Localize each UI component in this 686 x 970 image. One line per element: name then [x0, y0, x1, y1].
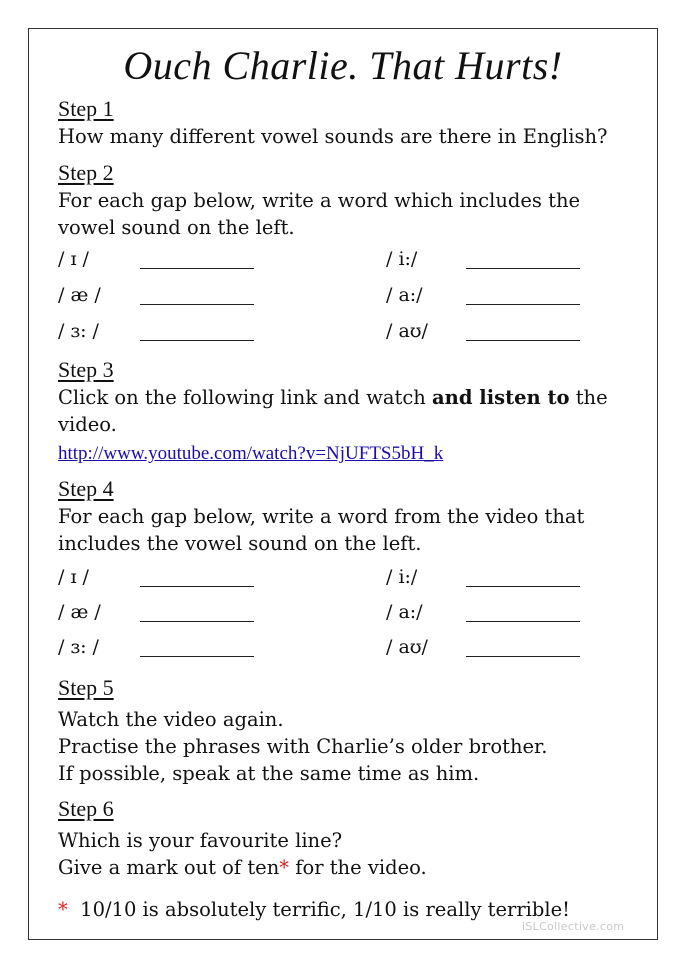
- step6-line2-start: Give a mark out of ten: [58, 856, 280, 879]
- step3-line1-end: the: [575, 386, 608, 409]
- step4-heading: Step 4: [58, 476, 114, 501]
- footnote-text: 10/10 is absolutely terrific, 1/10 is really terrible!: [80, 898, 571, 921]
- answer-blank[interactable]: [466, 304, 580, 305]
- answer-blank[interactable]: [466, 268, 580, 269]
- answer-blank[interactable]: [466, 656, 580, 657]
- sound-ae: / æ /: [58, 601, 101, 623]
- youtube-link[interactable]: http://www.youtube.com/watch?v=NjUFTS5bH_k: [58, 443, 444, 464]
- asterisk-marker: *: [279, 856, 290, 879]
- step6-line1: Which is your favourite line?: [58, 829, 343, 852]
- step6-heading: Step 6: [58, 796, 114, 821]
- step3-heading: Step 3: [58, 357, 114, 382]
- step3-line1-start: Click on the following link and watch: [58, 386, 426, 409]
- sound-ae: / æ /: [58, 284, 101, 306]
- step6-line2-end: for the video.: [295, 856, 427, 879]
- answer-blank[interactable]: [140, 586, 254, 587]
- step3-instruction: [58, 384, 648, 438]
- footnote: [58, 898, 570, 921]
- step5-line2: Practise the phrases with Charlie’s older brother.: [58, 735, 548, 758]
- sound-ow: / aʊ/: [386, 636, 428, 658]
- step1-question: How many different vowel sounds are there in English?: [58, 125, 608, 148]
- step4-line2: includes the vowel sound on the left.: [58, 532, 422, 555]
- worksheet-title: Ouch Charlie. That Hurts!: [123, 43, 563, 88]
- step4-instruction: [58, 503, 648, 557]
- sound-ih: / ɪ /: [58, 248, 89, 270]
- answer-blank[interactable]: [140, 340, 254, 341]
- step2-line2: vowel sound on the left.: [58, 216, 295, 239]
- worksheet-border: [28, 28, 658, 940]
- answer-blank[interactable]: [140, 304, 254, 305]
- step5-line3: If possible, speak at the same time as him.: [58, 762, 480, 785]
- step2-line1: For each gap below, write a word which includes the: [58, 189, 581, 212]
- sound-ah: / a:/: [386, 601, 423, 623]
- step3-emphasis: and listen to: [432, 386, 570, 409]
- step3-line2: video.: [58, 413, 117, 436]
- step1-heading: Step 1: [58, 96, 114, 121]
- sound-ih: / ɪ /: [58, 566, 89, 588]
- step2-heading: Step 2: [58, 160, 114, 185]
- sound-er: / ɜ: /: [58, 320, 99, 342]
- sound-ow: / aʊ/: [386, 320, 428, 342]
- answer-blank[interactable]: [140, 268, 254, 269]
- step5-line1: Watch the video again.: [58, 708, 284, 731]
- step6-instruction: [58, 827, 648, 881]
- step5-instruction: [58, 706, 648, 787]
- sound-ee: / i:/: [386, 566, 418, 588]
- watermark: iSLCollective.com: [522, 920, 625, 933]
- sound-ee: / i:/: [386, 248, 418, 270]
- step2-instruction: [58, 187, 648, 241]
- step5-heading: Step 5: [58, 675, 114, 700]
- answer-blank[interactable]: [466, 586, 580, 587]
- sound-ah: / a:/: [386, 284, 423, 306]
- answer-blank[interactable]: [466, 621, 580, 622]
- answer-blank[interactable]: [140, 656, 254, 657]
- step4-line1: For each gap below, write a word from the video that: [58, 505, 585, 528]
- sound-er: / ɜ: /: [58, 636, 99, 658]
- answer-blank[interactable]: [140, 621, 254, 622]
- asterisk-marker: *: [58, 898, 68, 921]
- answer-blank[interactable]: [466, 340, 580, 341]
